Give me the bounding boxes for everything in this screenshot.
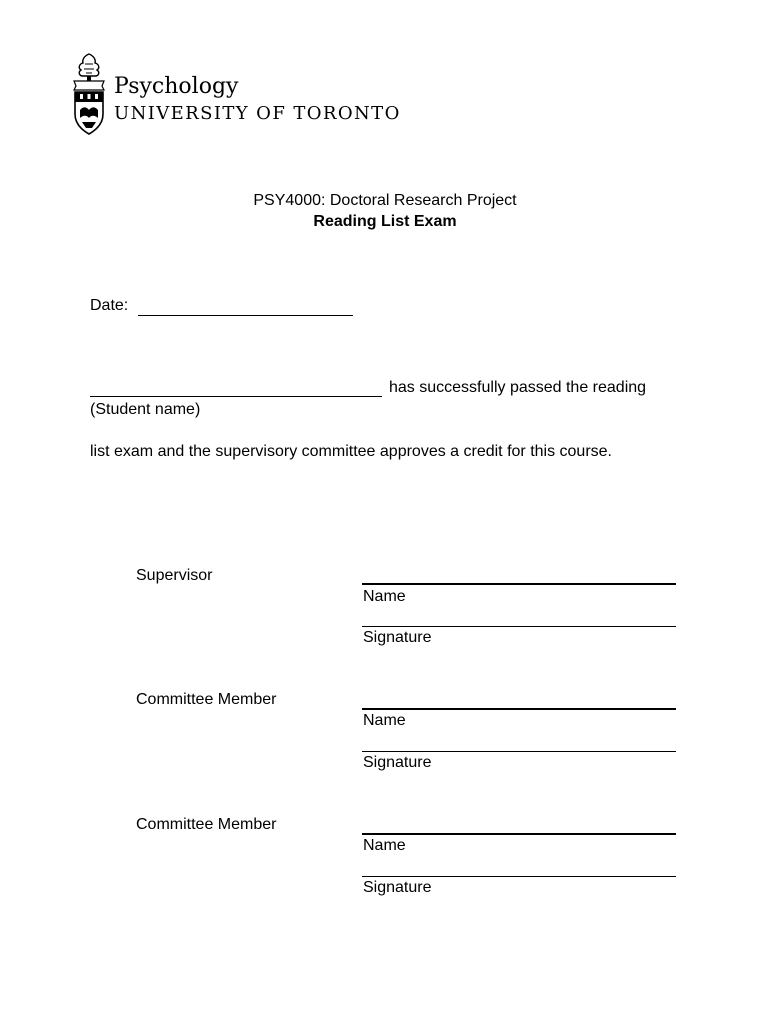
date-label: Date: — [90, 297, 129, 314]
university-logo — [70, 52, 430, 138]
department-name: Psychology — [114, 74, 239, 99]
statement-part1: has successfully passed the reading — [389, 379, 647, 396]
name-field-line[interactable] — [362, 708, 676, 710]
student-name-caption: (Student name) — [90, 401, 201, 418]
date-field-line[interactable] — [138, 315, 353, 316]
statement-part2: list exam and the supervisory committee approves a credit for this course. — [90, 443, 612, 460]
course-title: PSY4000: Doctoral Research Project — [253, 192, 517, 209]
exam-title: Reading List Exam — [313, 213, 457, 230]
name-field-line[interactable] — [362, 833, 676, 835]
signature-field-line[interactable] — [362, 626, 676, 627]
signature-label: Signature — [363, 879, 432, 896]
signatory-role: Supervisor — [136, 567, 213, 584]
signature-label: Signature — [363, 754, 432, 771]
name-field-line[interactable] — [362, 583, 676, 585]
name-label: Name — [363, 712, 406, 729]
signature-field-line[interactable] — [362, 751, 676, 752]
signatory-role: Committee Member — [136, 691, 277, 708]
student-name-field-line[interactable] — [90, 396, 382, 397]
name-label: Name — [363, 588, 406, 605]
signature-field-line[interactable] — [362, 876, 676, 877]
university-name: UNIVERSITY OF TORONTO — [114, 103, 401, 124]
signature-label: Signature — [363, 629, 432, 646]
name-label: Name — [363, 837, 406, 854]
signatory-role: Committee Member — [136, 816, 277, 833]
university-crest-icon — [70, 52, 108, 136]
